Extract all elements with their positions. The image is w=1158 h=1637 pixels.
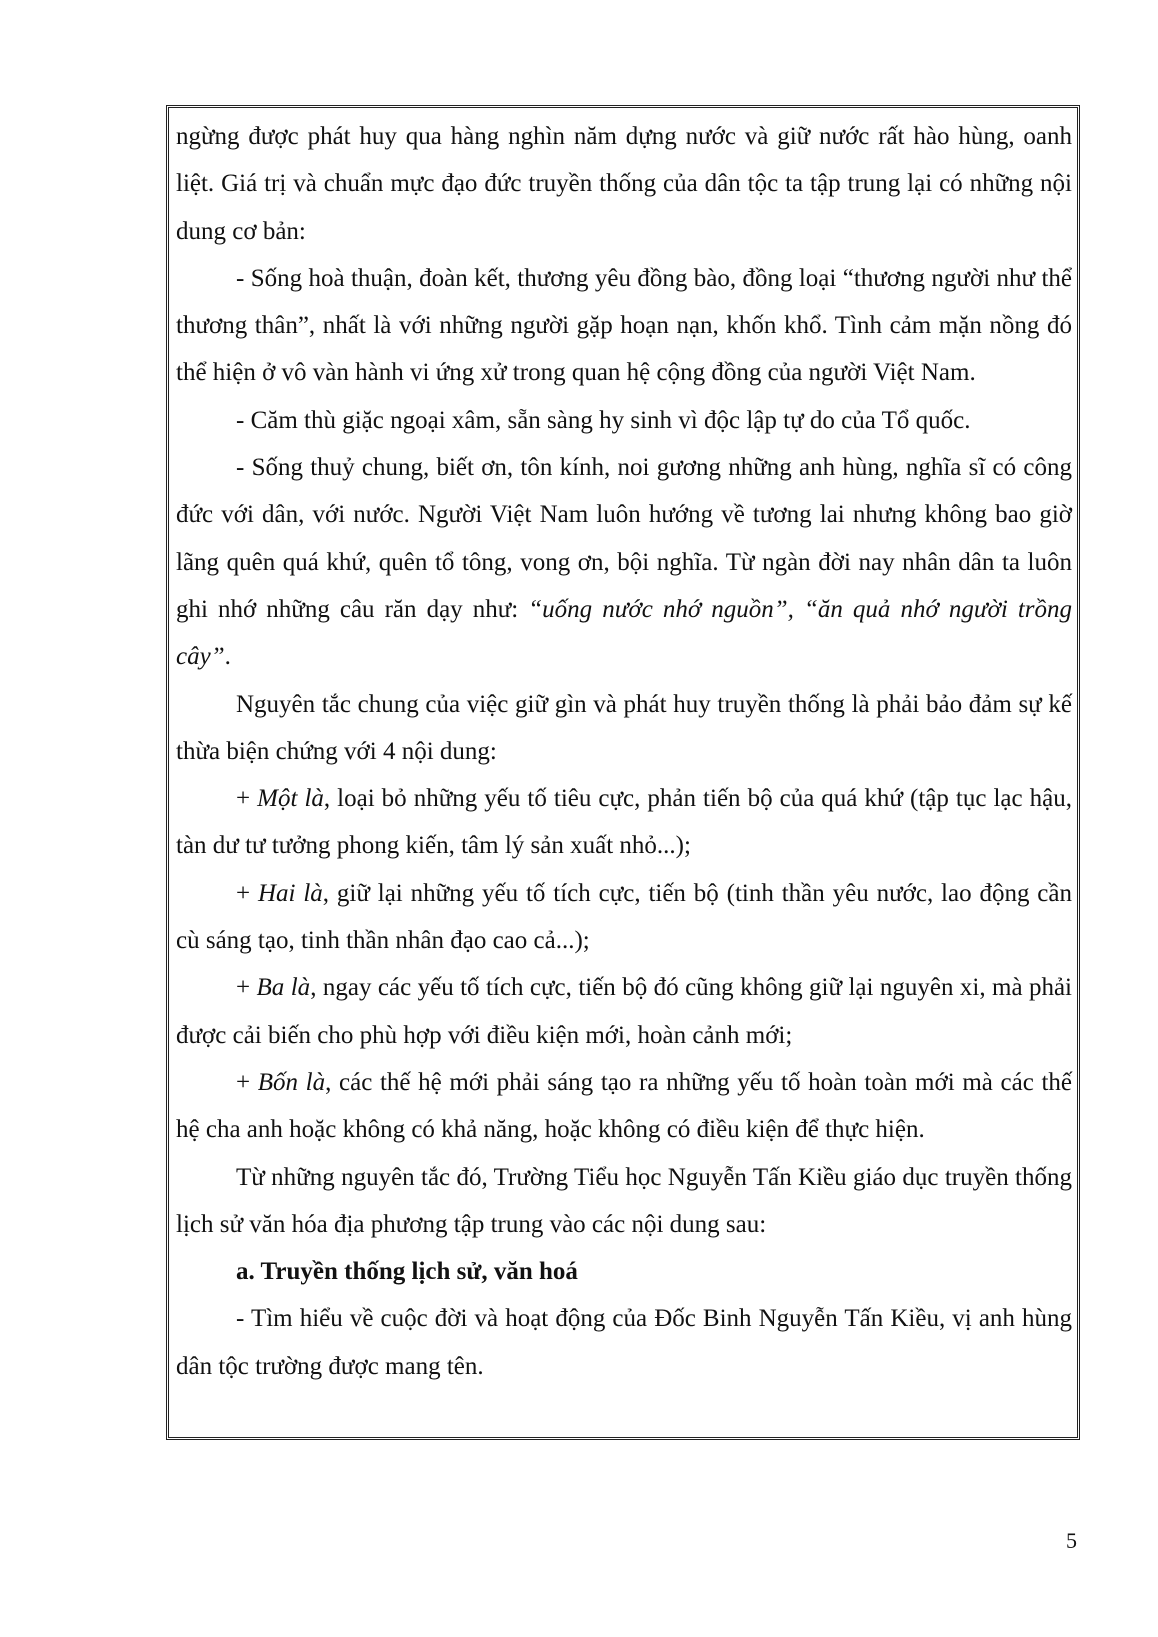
- text-run: - Sống thuỷ chung, biết ơn, tôn kính, noi gương những anh hùng, nghĩa sĩ có công đức với dân, với nước. Người Việt Nam luôn hướng về tương lai nhưng không bao giờ lãng quên quá khứ, quên tổ tông, vong ơn, bội nghĩa. Từ ngàn đời nay nhân dân ta luôn ghi nhớ những câu răn dạy như:: [176, 454, 1072, 623]
- text-run: , loại bỏ những yếu tố tiêu cực, phản tiến bộ của quá khứ (tập tục lạc hậu, tàn dư tư tưởng phong kiến, tâm lý sản xuất nhỏ...);: [176, 785, 1072, 860]
- text-run: ngừng được phát huy qua hàng nghìn năm dựng nước và giữ nước rất hào hùng, oanh liệt. Giá trị và chuẩn mực đạo đức truyền thống của dân tộc ta tập trung lại có những nội dung cơ bản:: [176, 123, 1072, 245]
- list-item: [176, 870, 1072, 965]
- text-run: +: [236, 785, 258, 813]
- page-number: 5: [1066, 1528, 1077, 1553]
- body-text: [176, 113, 1072, 1390]
- list-item: [176, 775, 1072, 870]
- text-run: Nguyên tắc chung của việc giữ gìn và phát huy truyền thống là phải bảo đảm sự kế thừa biện chứng với 4 nội dung:: [176, 690, 1072, 765]
- text-run: +: [236, 1068, 258, 1096]
- text-run: - Sống hoà thuận, đoàn kết, thương yêu đồng bào, đồng loại “thương người như thể thương thân”, nhất là với những người gặp hoạn nạn, khốn khổ. Tình cảm mặn nồng đó thể hiện ở vô vàn hành vi ứng xử trong quan hệ cộng đồng của người Việt Nam.: [176, 264, 1072, 387]
- paragraph: [176, 397, 1072, 444]
- text-run: +: [236, 974, 257, 1002]
- paragraph: [176, 1154, 1072, 1249]
- section-heading: [176, 1248, 1072, 1295]
- text-run: - Căm thù giặc ngoại xâm, sẵn sàng hy sinh vì độc lập tự do của Tổ quốc.: [236, 406, 971, 434]
- italic-lead: Hai là: [257, 879, 323, 907]
- italic-quote: “uống nước nhớ nguồn”, “ăn quả nhớ người trồng cây”: [176, 595, 1072, 671]
- text-run: .: [224, 643, 231, 671]
- paragraph: [176, 255, 1072, 397]
- italic-lead: Ba là: [256, 974, 311, 1002]
- paragraph: [176, 1295, 1072, 1390]
- list-item: [176, 964, 1072, 1059]
- text-run: +: [236, 879, 258, 907]
- text-run: , giữ lại những yếu tố tích cực, tiến bộ (tinh thần yêu nước, lao động cần cù sáng tạo, tinh thần nhân đạo cao cả...);: [176, 879, 1073, 955]
- paragraph: [176, 444, 1072, 680]
- heading-text: a. Truyền thống lịch sử, văn hoá: [236, 1258, 578, 1286]
- text-run: Từ những nguyên tắc đó, Trường Tiểu học Nguyễn Tấn Kiều giáo dục truyền thống lịch sử văn hóa địa phương tập trung vào các nội dung sau:: [176, 1163, 1072, 1238]
- text-run: - Tìm hiểu về cuộc đời và hoạt động của Đốc Binh Nguyễn Tấn Kiều, vị anh hùng dân tộc trường được mang tên.: [176, 1305, 1072, 1380]
- italic-lead: Một là: [257, 785, 324, 813]
- text-run: , các thế hệ mới phải sáng tạo ra những yếu tố hoàn toàn mới mà các thế hệ cha anh hoặc không có khả năng, hoặc không có điều kiện để thực hiện.: [176, 1068, 1072, 1144]
- list-item: [176, 1059, 1072, 1154]
- paragraph: [176, 113, 1072, 255]
- text-run: , ngay các yếu tố tích cực, tiến bộ đó cũng không giữ lại nguyên xi, mà phải được cải biến cho phù hợp với điều kiện mới, hoàn cảnh mới;: [176, 974, 1073, 1049]
- italic-lead: Bốn là: [257, 1068, 326, 1096]
- paragraph: [176, 681, 1072, 776]
